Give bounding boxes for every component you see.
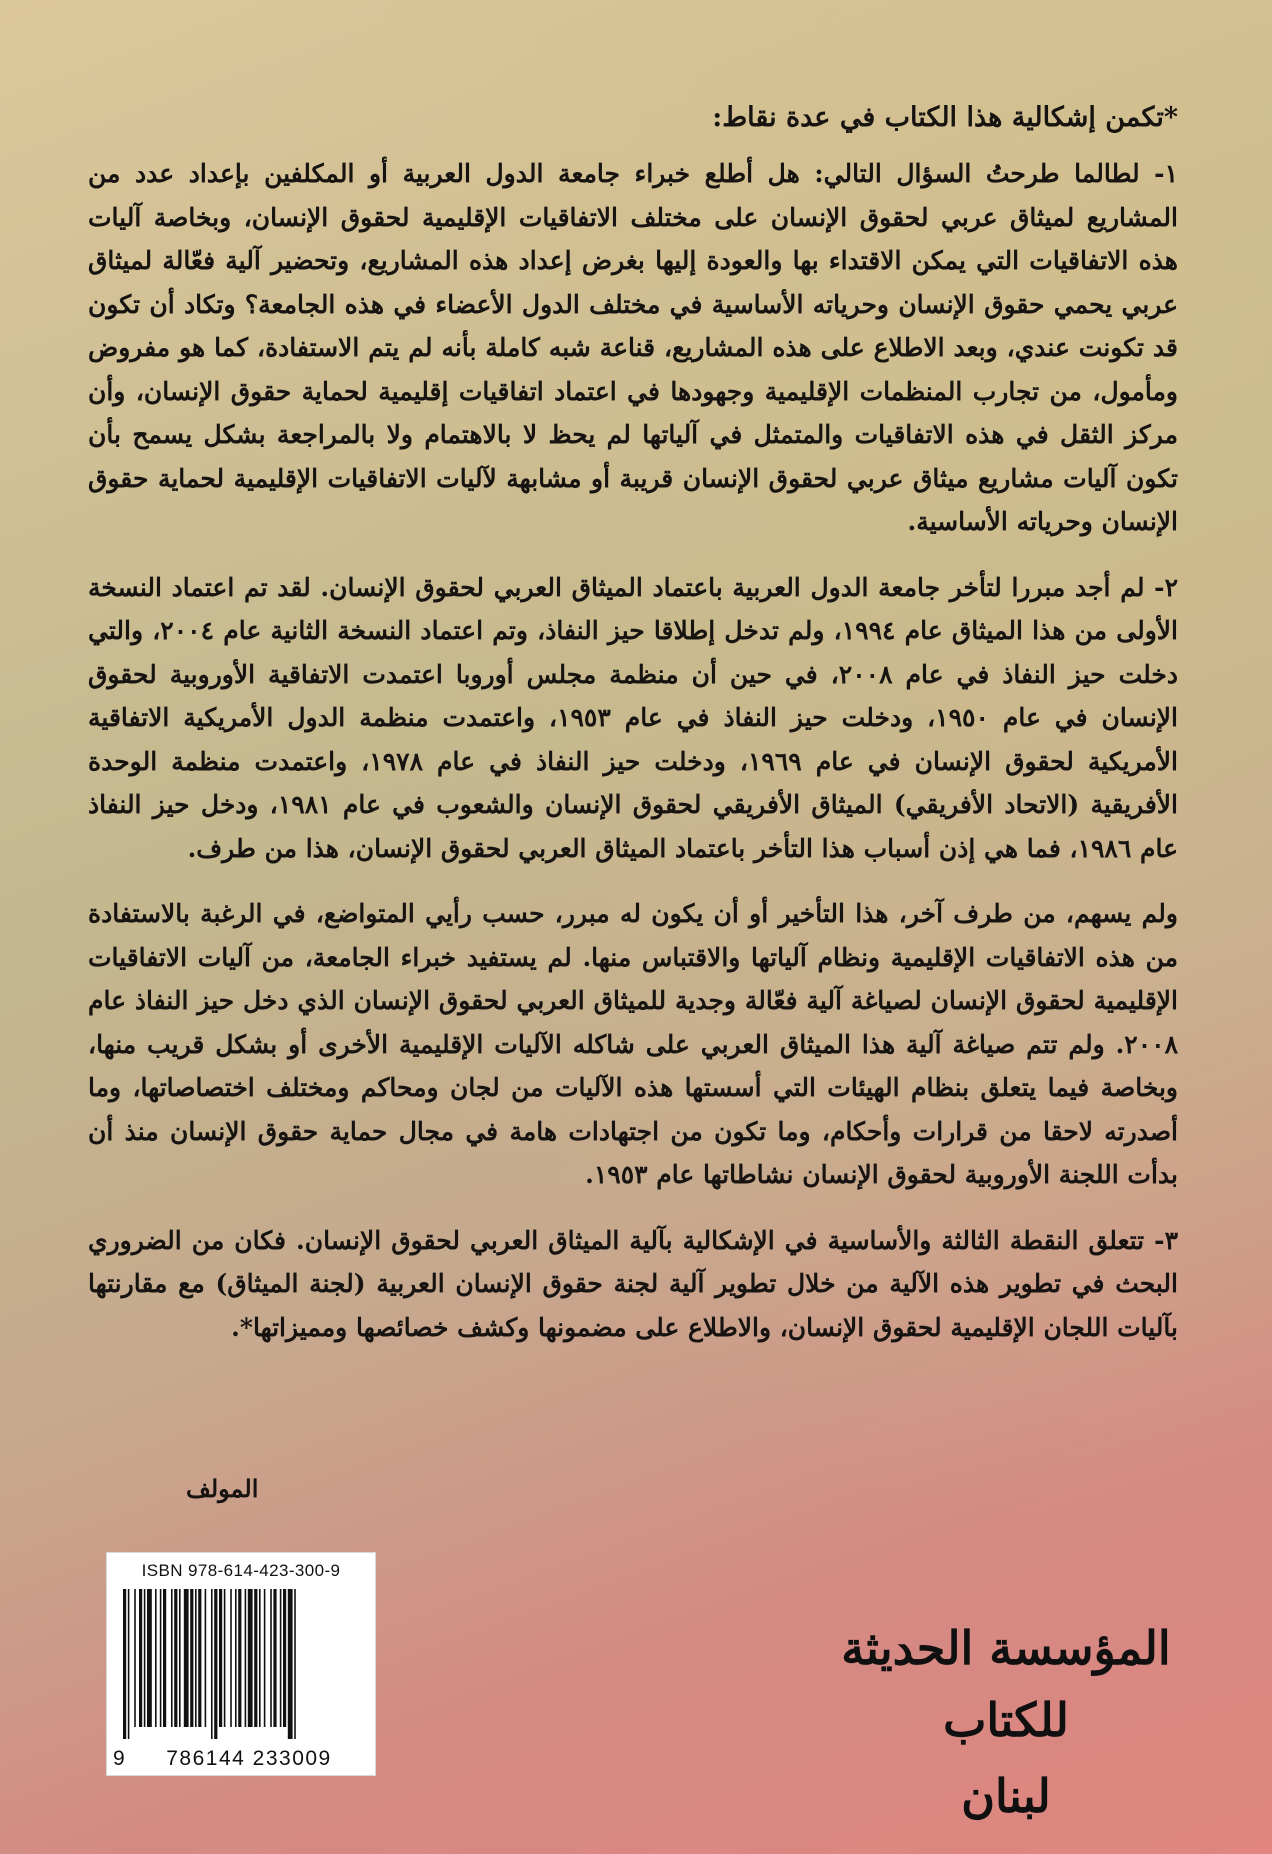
barcode-bar bbox=[288, 1589, 293, 1739]
author-signature: المولف bbox=[186, 1474, 259, 1503]
barcode-bar bbox=[155, 1589, 157, 1727]
barcode-bar bbox=[144, 1589, 146, 1727]
barcode-lead-digit: 9 bbox=[113, 1747, 125, 1770]
back-cover-text bbox=[88, 98, 1178, 1371]
isbn-label: ISBN 978-614-423-300-9 bbox=[141, 1561, 341, 1580]
barcode-bar bbox=[198, 1589, 201, 1727]
barcode-bar bbox=[248, 1589, 253, 1727]
barcode-bar bbox=[283, 1589, 286, 1727]
intro-heading: *تكمن إشكالية هذا الكتاب في عدة نقاط: bbox=[712, 102, 1178, 133]
publisher-country: لبنان bbox=[961, 1769, 1051, 1823]
barcode-bar bbox=[147, 1589, 152, 1727]
barcode-number: 786144 233009 bbox=[166, 1747, 332, 1770]
barcode-bars bbox=[121, 1589, 361, 1739]
paragraph-3: ولم يسهم، من طرف آخر، هذا التأخير أو أن يكون له مبرر، حسب رأيي المتواضع، في الرغبة بالاستفادة من هذه الاتفاقيات الإقليمية ونظام آلياتها والاقتباس منها. لم يستفيد خبراء الجامعة، من آليات الاتفاقيات الإقليمية لحقوق الإنسان لصياغة آلية فعّالة وجدية للميثاق العربي لحقوق الإنسان الذي دخل حيز النفاذ عام ٢٠٠٨. ولم تتم صياغة آلية هذا الميثاق العربي على شاكله الآليات الإقليمية الأخرى أو بشكل قريب منها، وبخاصة فيما يتعلق بنظام الهيئات التي أسستها هذه الآليات من لجان ومحاكم ومختلف اختصاصاتها، وما أصدرته لاحقا من قرارات وأحكام، وما تكون من اجتهادات هامة في مجال حماية حقوق الإنسان منذ أن بدأت اللجنة الأوروبية لحقوق الإنسان نشاطاتها عام ١٩٥٣. bbox=[88, 899, 1178, 1189]
barcode-bar bbox=[128, 1589, 130, 1739]
barcode-bar bbox=[134, 1589, 136, 1727]
barcode-bar bbox=[270, 1589, 272, 1727]
barcode-bar bbox=[123, 1589, 126, 1739]
barcode-bar bbox=[171, 1589, 173, 1727]
paragraph-1: ١- لطالما طرحتُ السؤال التالي: هل أطلع خبراء جامعة الدول العربية أو المكلفين بإعداد عدد من المشاريع لميثاق عربي لحقوق الإنسان على مختلف الاتفاقيات الإقليمية لحقوق الإنسان، وبخاصة آليات هذه الاتفاقيات التي يمكن الاقتداء بها والعودة إليها بغرض إعداد هذه المشاريع، وتحضير آلية فعّالة لميثاق عربي يحمي حقوق الإنسان وحرياته الأساسية في مختلف الدول الأعضاء في هذه الجامعة؟ وتكاد أن تكون قد تكونت عندي، وبعد الاطلاع على هذه المشاريع، قناعة شبه كاملة بأنه لم يتم الاستفادة، كما هو مفروض ومأمول، من تجارب المنظمات الإقليمية وجهودها في اعتماد اتفاقيات إقليمية لحماية حقوق الإنسان، وأن مركز الثقل في هذه الاتفاقيات والمتمثل في آلياتها لم يحظ لا بالاهتمام ولا بالمراجعة بشكل يسمح بأن تكون آليات مشاريع ميثاق عربي لحقوق الإنسان قريبة أو مشابهة لآليات الاتفاقيات الإقليمية لحماية حقوق الإنسان وحرياته الأساسية. bbox=[88, 159, 1178, 536]
barcode-bar bbox=[195, 1589, 197, 1727]
barcode-bar bbox=[160, 1589, 162, 1727]
barcode-bar bbox=[224, 1589, 226, 1727]
barcode-bar bbox=[214, 1589, 217, 1739]
barcode-bar bbox=[259, 1589, 261, 1727]
barcode-bar bbox=[174, 1589, 177, 1727]
barcode-bar bbox=[235, 1589, 237, 1727]
barcode-bar bbox=[190, 1589, 193, 1727]
paragraph-4: ٣- تتعلق النقطة الثالثة والأساسية في الإشكالية بآلية الميثاق العربي لحقوق الإنسان. فكان من الضروري البحث في تطوير هذه الآلية من خلال تطوير آلية لجنة حقوق الإنسان العربية (لجنة الميثاق) مع مقارنتها بآليات اللجان الإقليمية لحقوق الإنسان، والاطلاع على مضمونها وكشف خصائصها ومميزاتها*. bbox=[88, 1225, 1178, 1342]
barcode-bar bbox=[184, 1589, 189, 1727]
barcode-bar bbox=[238, 1589, 241, 1727]
publisher-name: المؤسسة الحديثة للكتاب bbox=[841, 1621, 1171, 1747]
isbn-barcode bbox=[106, 1552, 376, 1776]
barcode-bar bbox=[230, 1589, 232, 1727]
barcode-bar bbox=[294, 1589, 296, 1739]
barcode-bar bbox=[254, 1589, 257, 1727]
barcode-bar bbox=[179, 1589, 181, 1727]
barcode-bar bbox=[219, 1589, 222, 1727]
barcode-bar bbox=[139, 1589, 142, 1727]
barcode-bar bbox=[163, 1589, 166, 1727]
barcode-digits bbox=[113, 1741, 369, 1771]
paragraph-2: ٢- لم أجد مبررا لتأخر جامعة الدول العربية باعتماد الميثاق العربي لحقوق الإنسان. لقد تم اعتماد النسخة الأولى من هذا الميثاق عام ١٩٩٤، ولم تدخل إطلاقا حيز النفاذ، وتم اعتماد النسخة الثانية عام ٢٠٠٤، والتي دخلت حيز النفاذ في عام ٢٠٠٨، في حين أن منظمة مجلس أوروبا اعتمدت الاتفاقية الأوروبية لحقوق الإنسان في عام ١٩٥٠، ودخلت حيز النفاذ في عام ١٩٥٣، واعتمدت منظمة الدول الأمريكية الاتفاقية الأمريكية لحقوق الإنسان في عام ١٩٦٩، ودخلت حيز النفاذ في عام ١٩٧٨، واعتمدت منظمة الوحدة الأفريقية (الاتحاد الأفريقي) الميثاق الأفريقي لحقوق الإنسان والشعوب في عام ١٩٨١، ودخل حيز النفاذ عام ١٩٨٦، فما هي إذن أسباب هذا التأخر باعتماد الميثاق العربي لحقوق الإنسان، هذا من طرف. bbox=[88, 572, 1179, 863]
barcode-bar bbox=[280, 1589, 282, 1727]
barcode-bar bbox=[205, 1589, 207, 1727]
publisher-block bbox=[776, 1612, 1236, 1836]
barcode-bar bbox=[245, 1589, 247, 1727]
barcode-bar bbox=[273, 1589, 276, 1727]
barcode-bar bbox=[264, 1589, 266, 1727]
barcode-bar bbox=[211, 1589, 213, 1739]
